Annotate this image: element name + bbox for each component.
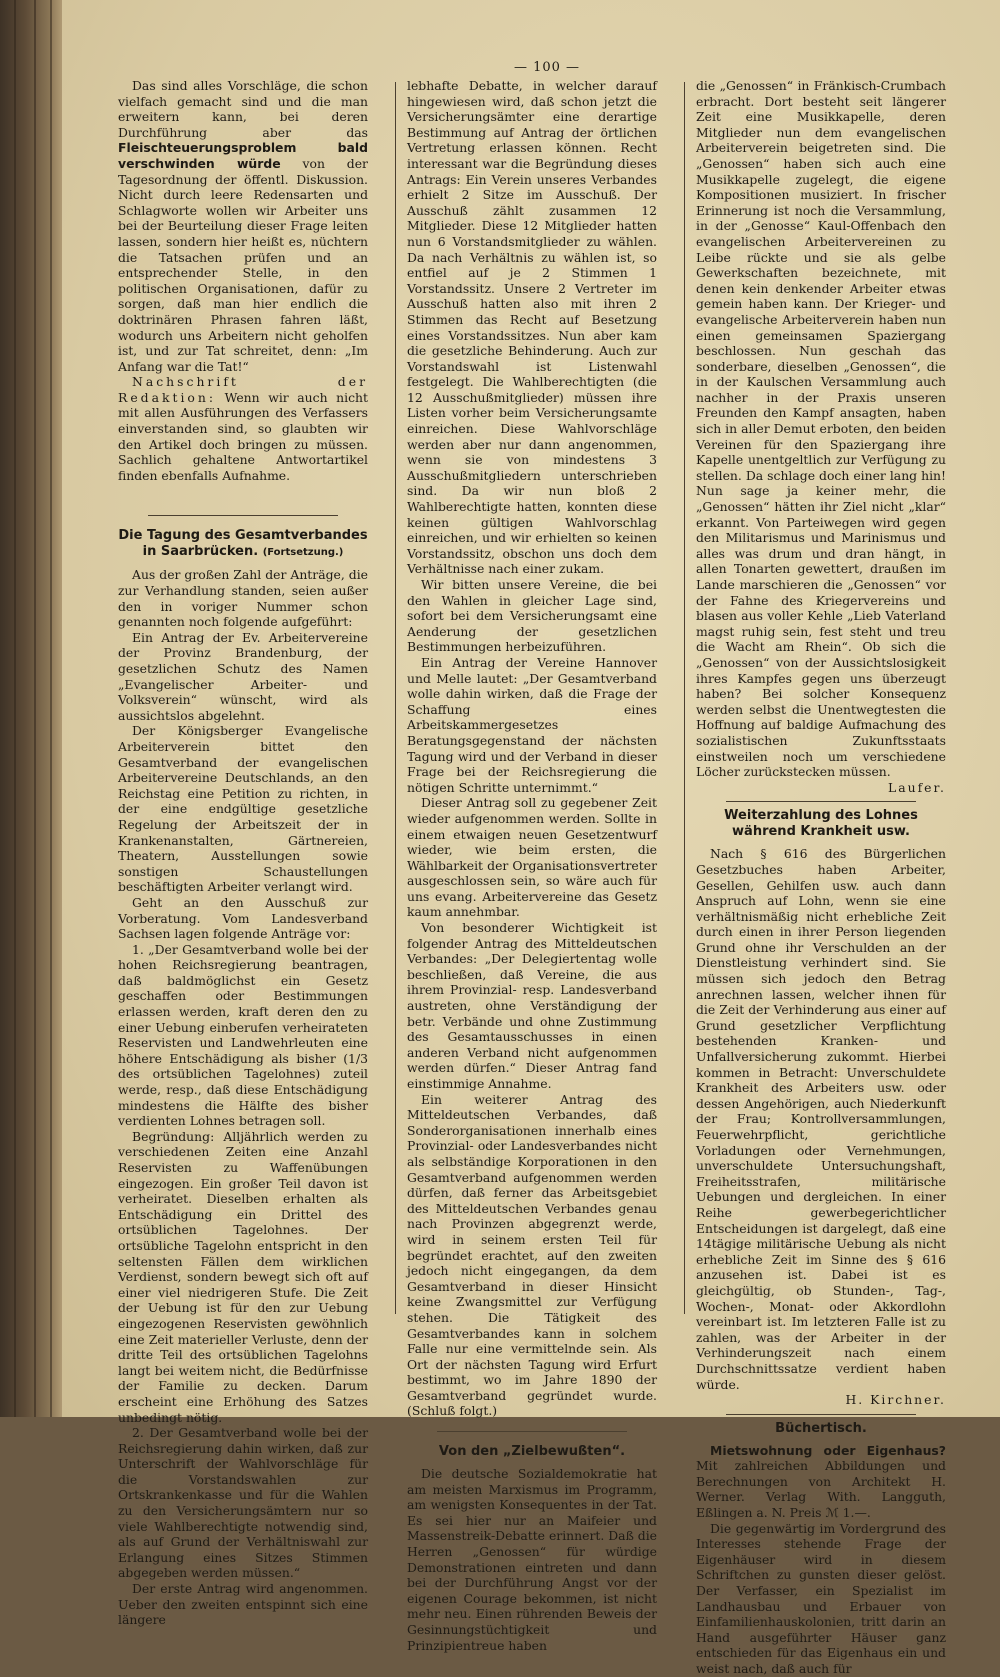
book-binding bbox=[0, 0, 62, 1417]
article-heading: Die Tagung des Gesamtverbandes in Saarbrücken. (Fortsetzung.) bbox=[118, 528, 368, 560]
paragraph: Die deutsche Sozialdemokratie hat am meisten Marxismus im Programm, am wenigsten Konsequentes in der Tat. Es sei hier nur an Maifeier und Massenstreik-Debatte erinnert. Daß die Herren „Genossen“ für würdige Demonstrationen eintreten und dann bei der Durchführung Angst vor der eigenen Courage bekommen, ist nicht mehr neu. Einen rührenden Beweis der Gesinnungstüchtigkeit und Prinzipientreue haben bbox=[407, 1466, 658, 1653]
paragraph: Mietswohnung oder Eigenhaus? Mit zahlreichen Abbildungen und Berechnungen von Architekt H. Werner. Verlag With. Langguth, Eßlingen a. N. Preis ℳ 1.—. bbox=[696, 1442, 946, 1521]
paragraph: Ein Antrag der Vereine Hannover und Melle lautet: „Der Gesamtverband wolle dahin wirken, daß die Frage der Schaffung eines Arbeitskammergesetzes Beratungsgegenstand der nächsten Tagung wird und der Verband in dieser Frage bei der Reichsregierung die nötigen Schritte unternimmt.“ bbox=[407, 654, 657, 795]
section-divider bbox=[726, 801, 916, 802]
column-1 bbox=[118, 78, 368, 1628]
author-signature: Laufer. bbox=[887, 779, 946, 795]
paragraph: Ein weiterer Antrag des Mitteldeutschen Verbandes, daß Sonderorganisationen innerhalb eines Provinzial- oder Landesverbandes nicht als selbständige Korporationen in den Gesamtverband aufgenommen werden dürfen, daß ferner das Arbeitsgebiet des Mitteldeutschen Verbandes genau nach Provinzen abgegrenzt werde, wird in seinem ersten Teil für begründet erachtet, auf den zweiten jedoch nicht eingegangen, da dem Gesamtverband in dieser Hinsicht keine Zwangsmittel zur Verfügung stehen. Die Tätigkeit des Gesamtverbandes kann in solchem Falle nur eine vermittelnde sein. Als Ort der nächsten Tagung wird Erfurt bestimmt, wo im Jahre 1890 der Gesamtverband gegründet wurde. (Schluß folgt.) bbox=[407, 1091, 657, 1419]
binding-edge bbox=[14, 0, 16, 1417]
column-2 bbox=[407, 78, 658, 1653]
author-signature: H. Kirchner. bbox=[845, 1392, 946, 1408]
book-title: Mietswohnung oder Eigenhaus? bbox=[710, 1442, 946, 1458]
paragraph: Wir bitten unsere Vereine, die bei den Wahlen in gleicher Lage sind, sofort bei dem Versicherungsamt eine Aenderung der gesetzlichen Bestimmungen herbeizuführen. bbox=[407, 577, 657, 655]
newspaper-page bbox=[62, 0, 1000, 1676]
paragraph: Begründung: Alljährlich werden zu verschiedenen Zeiten eine Anzahl Reservisten zu Waffenübungen eingezogen. Ein großer Teil davon ist verheiratet. Dieselben erhalten als Entschädigung ein Drittel des ortsüblichen Tagelohnes. Der ortsübliche Tagelohn entspricht in den seltensten Fällen dem wirklichen Verdienst, sondern bewegt sich oft auf einer viel niedrigeren Stufe. Die Zeit der Uebung ist für den zur Uebung eingezogenen Reservisten gewöhnlich eine Zeit materieller Verluste, denn der dritte Teil des ortsüblichen Tagelohns langt bei weitem nicht, die Bedürfnisse der Familie zu decken. Darum erscheint eine Erhöhung des Satzes unbedingt nötig. bbox=[118, 1128, 368, 1425]
column-3 bbox=[696, 78, 946, 1676]
article-heading: Weiterzahlung des Lohnes während Krankheit usw. bbox=[724, 808, 918, 840]
column-rule bbox=[684, 82, 685, 1314]
paragraph: Von besonderer Wichtigkeit ist folgender Antrag des Mitteldeutschen Verbandes: „Der Delegiertentag wolle beschließen, daß Vereine, die aus ihrem Provinzial- resp. Landesverband austreten, ohne Verständigung der betr. Verbände und ohne Zustimmung des Gesamtausschusses in einen anderen Verband nicht aufgenommen werden dürfen.“ Dieser Antrag fand einstimmige Annahme. bbox=[407, 920, 657, 1091]
paragraph: Der Königsberger Evangelische Arbeiterverein bittet den Gesamtverband der evangelischen Arbeitervereine Deutschlands, an den Reichstag eine Petition zu richten, in der eine endgültige gesetzliche Regelung der Arbeitszeit der in Krankenanstalten, Gärtnereien, Theatern, Ausstellungen sowie sonstigen Schaustellungen beschäftigten Arbeiter verlangt wird. bbox=[118, 723, 368, 895]
emphasis: Fleischteuerungsproblem bald verschwinden würde bbox=[118, 140, 368, 171]
paragraph: Der erste Antrag wird angenommen. Ueber den zweiten entspinnt sich eine längere bbox=[118, 1581, 368, 1628]
section-heading: Büchertisch. bbox=[775, 1420, 867, 1436]
paragraph: Geht an den Ausschuß zur Vorberatung. Vom Landesverband Sachsen lagen folgende Anträge vor: bbox=[118, 894, 368, 942]
paragraph: 2. Der Gesamtverband wolle bei der Reichsregierung dahin wirken, daß zur Unterschrift der Wahlvorschläge für die Vorstandswahlen zur Ortskrankenkasse und für die Wahlen zu den Versicherungsämtern nur so viele Wahlberechtigte notwendig sind, als auf Grund der Verhältniswahl zur Erlangung eines Sitzes Stimmen abgegeben werden müssen.“ bbox=[118, 1425, 368, 1581]
paragraph: lebhafte Debatte, in welcher darauf hingewiesen wird, daß schon jetzt die Versicherungsämter eine derartige Bestimmung auf Antrag der örtlichen Vertretung erlassen können. Recht interessant war die Begründung dieses Antrags: Ein Verein unseres Verbandes erhielt 2 Sitze im Ausschuß. Der Ausschuß zählt zusammen 12 Mitglieder. Diese 12 Mitglieder hatten nun 6 Vorstandsmitglieder zu wählen. Da nach Verhältnis zu wählen ist, so entfiel auf je 2 Stimmen 1 Vorstandssitz. Unsere 2 Vertreter im Ausschuß hatten also mit ihren 2 Stimmen das Recht auf Besetzung eines Vorstandssitzes. Nun aber kam die gesetzliche Behinderung. Auch zur Vorstandswahl ist Listenwahl festgelegt. Die Wahlberechtigten (die 12 Ausschußmitglieder) müssen ihre Listen vorher beim Versicherungsamte einreichen. Diese Wahlvorschläge werden aber nur dann angenommen, wenn sie von mindestens 3 Ausschußmitgliedern unterschrieben sind. Da wir nun bloß 2 Wahlberechtigte hatten, konnten diese keinen gültigen Wahlvorschlag einreichen, und wir erhielten so keinen Vorstandssitz, obschon uns doch dem Verhältnisse nach einer zukam. bbox=[407, 78, 657, 577]
page-number: — 100 — bbox=[513, 60, 581, 75]
paragraph: Nachschrift der Redaktion: Wenn wir auch nicht mit allen Ausführungen des Verfassers einverstanden sind, so glaubten wir den Artikel doch bringen zu müssen. Sachlich gehaltene Antwortartikel finden ebenfalls Aufnahme. bbox=[118, 374, 368, 483]
paragraph: Ein Antrag der Ev. Arbeitervereine der Provinz Brandenburg, der gesetzlichen Schutz des Namen „Evangelischer Arbeiter- und Volksverein“ wünscht, wird als aussichtslos abgelehnt. bbox=[118, 629, 368, 723]
paragraph: die „Genossen“ in Fränkisch-Crumbach erbracht. Dort besteht seit längerer Zeit eine Musikkapelle, deren Mitglieder nun dem evangelischen Arbeiterverein beigetreten sind. Die „Genossen“ haben sich auch eine Musikkapelle zugelegt, die eigene Kompositionen musiziert. In frischer Erinnerung ist noch die Versammlung, in der „Genosse“ Kaul-Offenbach den evangelischen Arbeitervereinen zu Leibe rückte und sie als gelbe Gewerkschaften bezeichnete, mit denen kein denkender Arbeiter etwas gemein haben kann. Der Krieger- und evangelische Arbeiterverein haben nun einen gemeinsamen Spaziergang beschlossen. Nun geschah das sonderbare, dieselben „Genossen“, die in der Kaulschen Versammlung auch nachher in der Praxis unseren Freunden den Kampf ansagten, haben sich in aller Demut erboten, den beiden Vereinen für den Spaziergang ihre Kapelle unentgeltlich zur Verfügung zu stellen. Da schlage doch einer lang hin! Nun sage ja keiner mehr, die „Genossen“ hätten ihr Ziel nicht „klar“ erkannt. Von Parteiwegen wird gegen den Militarismus und Marinismus und alles was drum und dran hängt, in allen Tonarten gewettert, draußen im Lande marschieren die „Genossen“ vor der Fahne des Kriegervereins und blasen aus voller Kehle „Lieb Vaterland magst ruhig sein, fest steht und treu die Wacht am Rhein“. Ob sich die „Genossen“ von der Aussichtslosigkeit ihres Kampfes gegen uns überzeugt haben? Bei solcher Konsequenz werden selbst die Unentwegtesten die Hoffnung auf baldige Aufmachung des sozialistischen Zukunftsstaats einstweilen noch um verschiedene Löcher zurückstecken müssen. bbox=[696, 78, 946, 780]
article-heading: Von den „Zielbewußten“. bbox=[438, 1444, 626, 1460]
paragraph: Nach § 616 des Bürgerlichen Gesetzbuches haben Arbeiter, Gesellen, Gehilfen usw. auch dann Anspruch auf Lohn, wenn sie eine verhältnismäßig nicht erhebliche Zeit durch einen in ihrer Person liegenden Grund ohne ihr Verschulden an der Dienstleistung verhindert sind. Sie müssen sich jedoch den Betrag anrechnen lassen, welcher ihnen für die Zeit der Verhinderung aus einer auf Grund gesetzlicher Verpflichtung bestehenden Kranken- und Unfallversicherung zukommt. Hierbei kommen in Betracht: Unverschuldete Krankheit des Arbeiters usw. oder dessen Angehörigen, auch Niederkunft der Frau; Kontrollversammlungen, Feuerwehrpflicht, gerichtliche Vorladungen oder Vernehmungen, unverschuldete Untersuchungshaft, Freiheitsstrafen, militärische Uebungen und dergleichen. In einer Reihe gewerbegerichtlicher Entscheidungen ist dargelegt, daß eine 14tägige militärische Uebung als nicht erhebliche Zeit im Sinne des § 616 anzusehen ist. Dabei ist es gleichgültig, ob Stunden-, Tag-, Wochen-, Monat- oder Akkordlohn vereinbart ist. Im letzteren Falle ist zu zahlen, was der Arbeiter in der Verhinderungszeit nach einem Durchschnittssatze verdient haben würde. bbox=[696, 846, 946, 1392]
binding-edge bbox=[50, 0, 52, 1417]
paragraph: Das sind alles Vorschläge, die schon vielfach gemacht sind und die man erweitern kann, bei deren Durchführung aber das Fleischteuerungsproblem bald verschwinden würde von der Tagesordnung der öffentl. Diskussion. Nicht durch leere Redensarten und Schlagworte wollen wir Arbeiter uns bei der Beurteilung dieser Frage leiten lassen, sondern hier heißt es, nüchtern die Tatsachen prüfen und an entsprechender Stelle, in den politischen Organisationen, dafür zu sorgen, daß man hier endlich die doktrinären Phrasen fahren läßt, wodurch uns Arbeitern nicht geholfen ist, und zur Tat schreitet, denn: „Im Anfang war die Tat!“ bbox=[118, 78, 368, 374]
section-divider bbox=[726, 1414, 916, 1415]
section-divider bbox=[437, 1431, 627, 1432]
paragraph: 1. „Der Gesamtverband wolle bei der hohen Reichsregierung beantragen, daß baldmöglichst ein Gesetz geschaffen oder Bestimmungen erlassen werden, kraft deren den zu einer Uebung einberufen verheirateten Reservisten und Landwehrleuten eine höhere Entschädigung als bisher (1/3 des ortsüblichen Tagelohnes) zuteil werde, resp., daß diese Entschädigung mindestens die Hälfte des bisher verdienten Lohnes betragen soll. bbox=[118, 941, 368, 1129]
paragraph: Aus der großen Zahl der Anträge, die zur Verhandlung standen, seien außer den in voriger Nummer schon genannten noch folgende aufgeführt: bbox=[118, 567, 368, 630]
paragraph: Die gegenwärtig im Vordergrund des Interesses stehende Frage der Eigenhäuser wird in diesem Schriftchen zu gunsten dieser gelöst. Der Verfasser, ein Spezialist im Landhausbau und Erbauer von Einfamilienhauskolonien, tritt darin an Hand ausgeführter Häuser ganz entschieden für das Eigenhaus ein und weist nach, daß auch für bbox=[696, 1520, 946, 1676]
paragraph: Dieser Antrag soll zu gegebener Zeit wieder aufgenommen werden. Sollte in einem etwaigen neuen Gesetzentwurf wieder, wie beim ersten, die Wählbarkeit der Organisationsvertreter ausgeschlossen sein, so wäre auch für uns evang. Arbeitervereine das Gesetz kaum annehmbar. bbox=[407, 795, 657, 920]
editor-note-lead: Nachschrift der Redaktion: bbox=[118, 374, 368, 405]
column-rule bbox=[395, 82, 396, 1314]
binding-edge bbox=[34, 0, 36, 1417]
section-divider bbox=[148, 515, 338, 516]
